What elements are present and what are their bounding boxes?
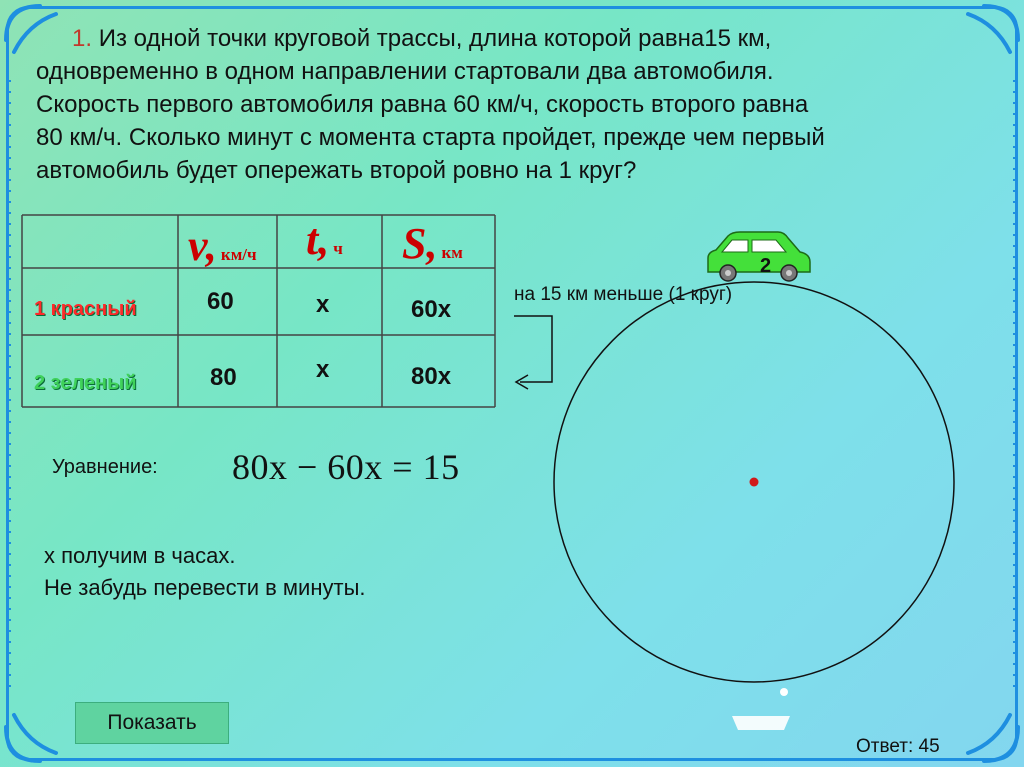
hint-line-2: Не забудь перевести в минуты. — [44, 575, 366, 600]
problem-line-2: одновременно в одном направлении стартовали два автомобиля. — [36, 58, 774, 85]
problem-line-3: Скорость первого автомобиля равна 60 км/ч, скорость второго равна — [36, 91, 809, 118]
cell-red-distance: 60x — [411, 296, 452, 323]
header-distance: S, км — [402, 219, 463, 268]
comparison-arrow — [514, 316, 552, 389]
cell-green-distance: 80x — [411, 363, 452, 390]
track-difference-label: на 15 км меньше (1 круг) — [514, 284, 733, 305]
show-button[interactable]: Показать — [75, 702, 229, 744]
problem-line-1: 1. Из одной точки круговой трассы, длина которой равна15 км, — [72, 25, 772, 52]
track-center-dot — [750, 478, 759, 487]
cell-green-time: x — [316, 356, 330, 383]
row-label-green-car: 2 зеленый — [34, 372, 137, 394]
hint-line-1: x получим в часах. — [44, 543, 236, 568]
start-marker — [780, 688, 788, 696]
answer-text: Ответ: 45 — [856, 736, 940, 757]
problem-number: 1. — [72, 25, 93, 52]
equation-label: Уравнение: — [52, 456, 158, 478]
header-time: t, ч — [306, 215, 343, 264]
header-velocity: v, км/ч — [188, 221, 257, 270]
cell-red-velocity: 60 — [207, 288, 234, 315]
equation: 80x − 60x = 15 — [232, 447, 460, 487]
row-label-red-car: 1 красный — [34, 298, 137, 320]
cell-green-velocity: 80 — [210, 364, 237, 391]
car-icon — [708, 232, 810, 281]
cell-red-time: x — [316, 291, 330, 318]
problem-line-4: 80 км/ч. Сколько минут с момента старта пройдет, прежде чем первый — [36, 124, 825, 151]
problem-line-5: автомобиль будет опережать второй ровно на 1 круг? — [36, 157, 637, 184]
car-reflection — [732, 716, 790, 730]
car-number: 2 — [760, 255, 772, 277]
